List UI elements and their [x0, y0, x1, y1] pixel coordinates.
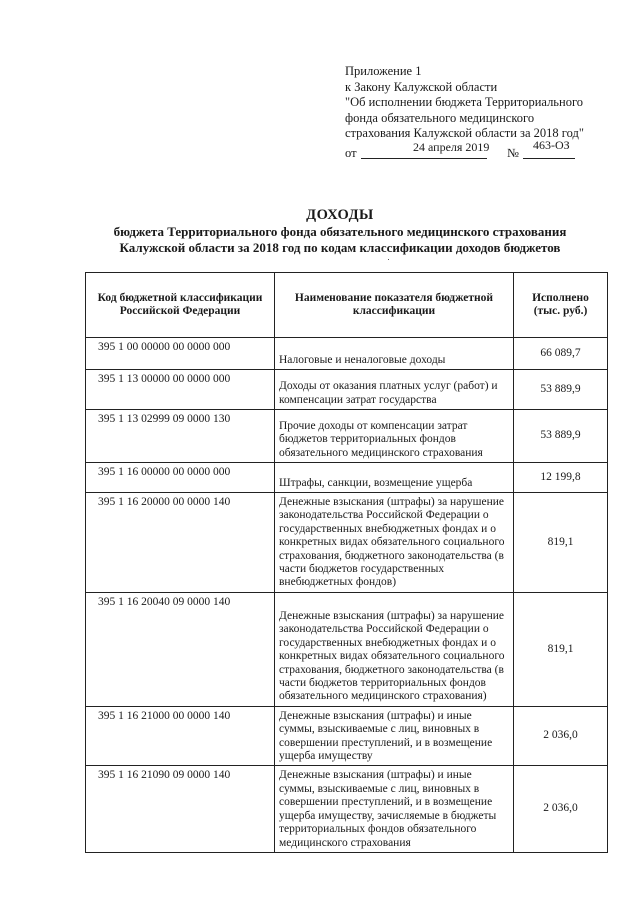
title-subtitle-line2: Калужской области за 2018 год по кодам классификации доходов бюджетов [119, 240, 561, 255]
table-header-row [86, 273, 608, 338]
law-number: 463-ОЗ [533, 137, 570, 152]
title-main: ДОХОДЫ [306, 207, 374, 223]
title-subtitle-line1: бюджета Территориального фонда обязательного медицинского страхования [113, 224, 567, 239]
row-value: 53 889,9 [514, 410, 608, 463]
row-code: 395 1 13 00000 00 0000 000 [86, 370, 275, 410]
appendix-line: фонда обязательного медицинского [345, 110, 535, 125]
row-code: 395 1 16 21000 00 0000 140 [86, 706, 275, 766]
number-underline [523, 158, 575, 159]
table-row [86, 706, 608, 766]
number-label: № [507, 145, 519, 160]
row-value: 53 889,9 [514, 370, 608, 410]
table-row [86, 410, 608, 463]
revenue-table [85, 272, 608, 853]
table-row [86, 592, 608, 706]
row-value: 12 199,8 [514, 463, 608, 493]
row-value: 819,1 [514, 592, 608, 706]
date-number-row [345, 137, 625, 162]
date-underline [361, 158, 487, 159]
table-row [86, 370, 608, 410]
row-code: 395 1 13 02999 09 0000 130 [86, 410, 275, 463]
header-code: Код бюджетной классификации Российской Федерации [86, 273, 275, 338]
law-date: 24 апреля 2019 [413, 139, 490, 154]
appendix-block [345, 64, 625, 162]
row-code: 395 1 16 00000 00 0000 000 [86, 463, 275, 493]
row-value: 66 089,7 [514, 338, 608, 370]
row-value: 2 036,0 [514, 766, 608, 852]
row-code: 395 1 16 21090 09 0000 140 [86, 766, 275, 852]
table-row [86, 338, 608, 370]
stray-dot [388, 259, 389, 260]
row-code: 395 1 00 00000 00 0000 000 [86, 338, 275, 370]
header-name: Наименование показателя бюджетной классификации [275, 273, 514, 338]
row-name: Налоговые и неналоговые доходы [275, 338, 514, 370]
ot-label: от [345, 145, 357, 160]
table-row [86, 766, 608, 852]
row-code: 395 1 16 20040 09 0000 140 [86, 592, 275, 706]
document-title [90, 206, 590, 256]
row-code: 395 1 16 20000 00 0000 140 [86, 493, 275, 593]
row-name: Денежные взыскания (штрафы) и иные суммы, взыскиваемые с лиц, виновных в совершении преступлений, и в возмещение ущерба имуществу [275, 706, 514, 766]
row-name: Доходы от оказания платных услуг (работ) и компенсации затрат государства [275, 370, 514, 410]
header-value: Исполнено (тыс. руб.) [514, 273, 608, 338]
appendix-line: к Закону Калужской области [345, 79, 498, 94]
appendix-line: Приложение 1 [345, 64, 422, 78]
table-row [86, 493, 608, 593]
row-value: 819,1 [514, 493, 608, 593]
row-name: Штрафы, санкции, возмещение ущерба [275, 463, 514, 493]
row-name: Денежные взыскания (штрафы) и иные суммы, взыскиваемые с лиц, виновных в совершении преступлений, и в возмещение ущерба имуществу, зачисляемые в бюджеты территориальных фондов обязательного медицинского страхования [275, 766, 514, 852]
row-value: 2 036,0 [514, 706, 608, 766]
row-name: Денежные взыскания (штрафы) за нарушение законодательства Российской Федерации о государственных внебюджетных фондах и о конкретных видах обязательного социального страхования, бюджетного законодательства (в части бюджетов государственных внебюджетных фондов) [275, 493, 514, 593]
row-name: Денежные взыскания (штрафы) за нарушение законодательства Российской Федерации о государственных внебюджетных фондах и о конкретных видах обязательного социального страхования, бюджетного законодательства (в части бюджетов территориальных фондов обязательного медицинского страхования) [275, 592, 514, 706]
appendix-line: "Об исполнении бюджета Территориального [345, 95, 584, 109]
table-row [86, 463, 608, 493]
appendix-line: страхования Калужской области за 2018 год" [345, 126, 584, 140]
row-name: Прочие доходы от компенсации затрат бюджетов территориальных фондов обязательного медицинского страхования [275, 410, 514, 463]
